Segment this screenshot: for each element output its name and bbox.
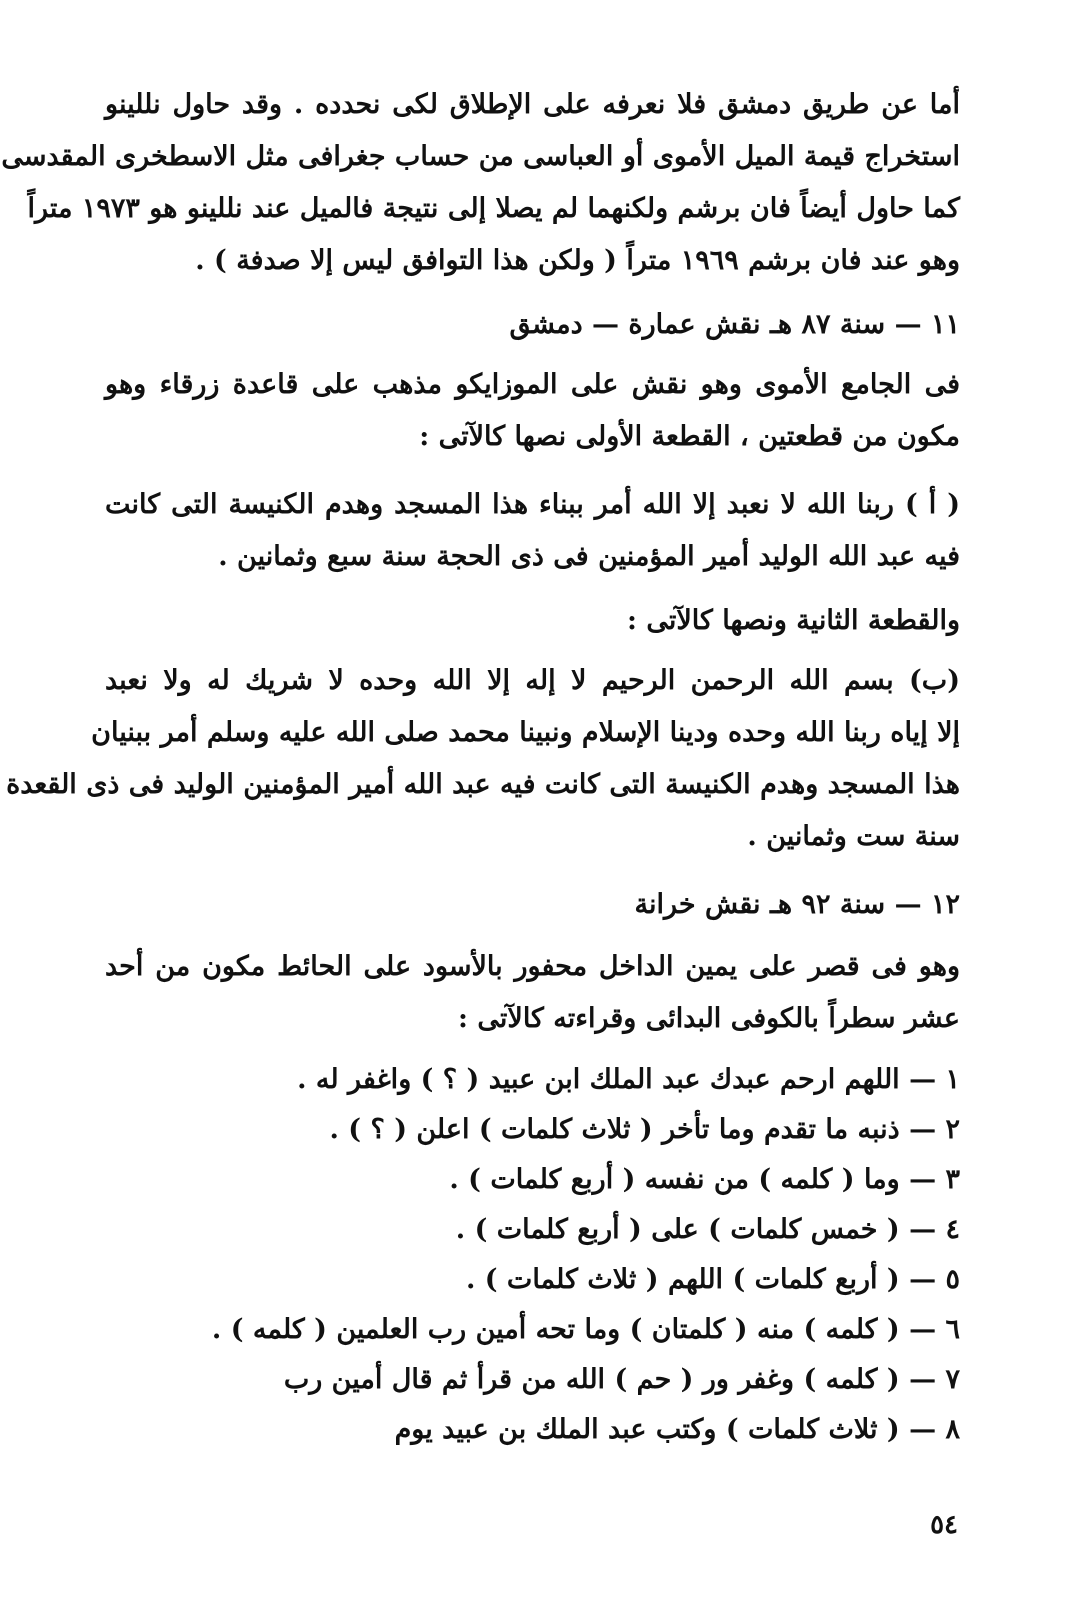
paragraph-line: أما عن طريق دمشق فلا نعرفه على الإطلاق لكى نحدده . وقد حاول نللينو [105, 89, 960, 120]
paragraph-line: استخراج قيمة الميل الأموى أو العباسى من حساب جغرافى مثل الاسطخرى المقدسى [1, 141, 960, 172]
inscription-line: ١ — اللهم ارحم عبدك عبد الملك ابن عبيد ( ؟ ) واغفر له . [297, 1064, 960, 1095]
page-number: ٥٤ [930, 1510, 958, 1540]
inscription-line: ٦ — ( كلمه ) منه ( كلمتان ) وما تحه أمين رب العلمين ( كلمه ) . [211, 1314, 960, 1345]
paragraph-line: فيه عبد الله الوليد أمير المؤمنين فى ذى الحجة سنة سبع وثمانين . [218, 541, 960, 572]
inscription-line: ٣ — وما ( كلمه ) من نفسه ( أربع كلمات ) . [449, 1164, 960, 1195]
paragraph-line: وهو فى قصر على يمين الداخل محفور بالأسود على الحائط مكون من أحد [105, 951, 960, 982]
section-heading: ١١ — سنة ٨٧ هـ نقش عمارة — دمشق [509, 309, 960, 340]
inscription-line: ٨ — ( ثلاث كلمات ) وكتب عبد الملك بن عبيد يوم [394, 1414, 960, 1445]
paragraph-line: فى الجامع الأموى وهو نقش على الموزايكو مذهب على قاعدة زرقاء وهو [105, 369, 960, 400]
paragraph-line: ( أ ) ربنا الله لا نعبد إلا الله أمر ببناء هذا المسجد وهدم الكنيسة التى كانت [105, 489, 960, 520]
paragraph-line: مكون من قطعتين ، القطعة الأولى نصها كالآتى : [419, 421, 960, 452]
paragraph-line: إلا إياه ربنا الله وحده ودينا الإسلام ونبينا محمد صلى الله عليه وسلم أمر ببنيان [91, 717, 960, 748]
inscription-line: ٥ — ( أربع كلمات ) اللهم ( ثلاث كلمات ) . [465, 1264, 960, 1295]
paragraph-line: (ب) بسم الله الرحمن الرحيم لا إله إلا الله وحده لا شريك له ولا نعبد [105, 665, 960, 696]
paragraph-line: وهو عند فان برشم ١٩٦٩ متراً ( ولكن هذا التوافق ليس إلا صدفة ) . [195, 245, 960, 276]
paragraph-line: سنة ست وثمانين . [747, 821, 960, 852]
paragraph-line: هذا المسجد وهدم الكنيسة التى كانت فيه عبد الله أمير المؤمنين الوليد فى ذى القعدة [6, 769, 960, 800]
inscription-line: ٤ — ( خمس كلمات ) على ( أربع كلمات ) . [455, 1214, 960, 1245]
paragraph-line: عشر سطراً بالكوفى البدائى وقراءته كالآتى : [458, 1003, 960, 1034]
inscription-line: ٧ — ( كلمه ) وغفر ور ( حم ) الله من قرأ ثم قال أمين رب [283, 1364, 960, 1395]
section-heading: ١٢ — سنة ٩٢ هـ نقش خرانة [634, 889, 960, 920]
paragraph-line: والقطعة الثانية ونصها كالآتى : [626, 605, 960, 636]
inscription-line: ٢ — ذنبه ما تقدم وما تأخر ( ثلاث كلمات ) اعلن ( ؟ ) . [329, 1114, 960, 1145]
paragraph-line: كما حاول أيضاً فان برشم ولكنهما لم يصلا إلى نتيجة فالميل عند نللينو هو ١٩٧٣ متراً [27, 193, 960, 224]
